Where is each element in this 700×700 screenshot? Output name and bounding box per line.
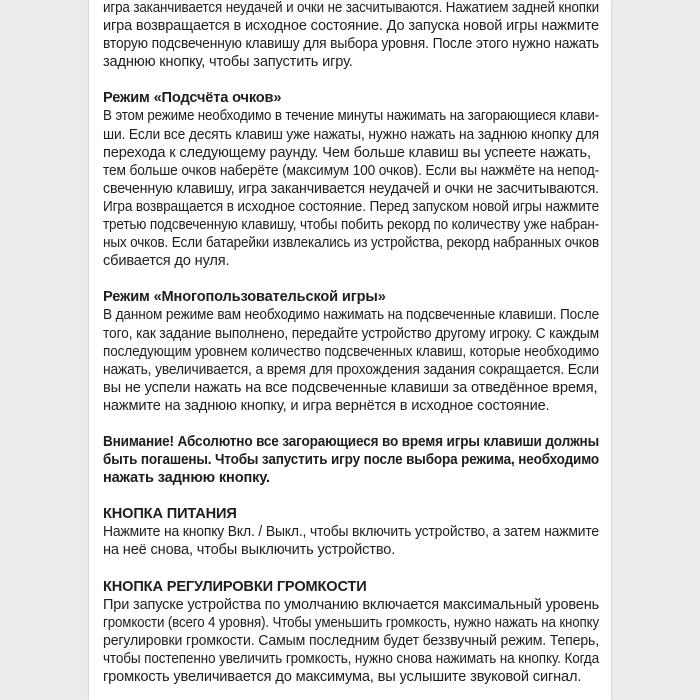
score-mode-line: перехода к следующему раунду. Чем больше клавиш вы успеете нажать, xyxy=(103,144,591,161)
multiplayer-mode-line: последующим уровнем количество подсвеченных клавиш, которые необходимо xyxy=(103,343,599,360)
volume-button-line: громкость увеличивается до максимума, вы услышите звуковой сигнал. xyxy=(103,669,582,685)
intro-line: вторую подсвеченную клавишу для выбора уровня. После этого нужно нажать xyxy=(103,36,599,53)
power-button-line: на неё снова, чтобы выключить устройство. xyxy=(103,542,396,559)
score-mode-line: третью подсвеченную клавишу, чтобы побить рекорд по количеству уже набран- xyxy=(103,217,599,234)
intro-section xyxy=(103,0,603,71)
power-button-line: Нажмите на кнопку Вкл. / Выкл., чтобы включить устройство, а затем нажмите xyxy=(103,524,599,541)
score-mode-line: Игра возвращается в исходное состояние. Перед запуском новой игры нажмите xyxy=(103,198,599,215)
section-gap xyxy=(103,415,603,433)
score-mode-line: ных очков. Если батарейки извлекались из устройства, рекорд набранных очков xyxy=(103,235,599,252)
intro-line: заднюю кнопку, чтобы запустить игру. xyxy=(103,54,353,71)
power-button-section xyxy=(103,505,603,559)
score-mode-line: ши. Если все десять клавиш уже нажаты, нужно нажать на заднюю кнопку для xyxy=(103,126,599,143)
score-mode-line: сбивается до нуля. xyxy=(103,253,230,270)
volume-button-section xyxy=(103,578,603,687)
section-gap xyxy=(103,487,603,505)
document-content xyxy=(103,0,603,686)
volume-button-line: громкости (всего 4 уровня). Чтобы уменьшить громкость, нужно нажать на кнопку xyxy=(103,614,599,631)
score-mode-heading: Режим «Подсчёта очков» xyxy=(103,90,282,107)
volume-button-line: При запуске устройства по умолчанию включается максимальный уровень xyxy=(103,596,599,613)
multiplayer-mode-line: нажать, увеличивается, а время для прохождения задания сокращается. Если xyxy=(103,361,599,378)
multiplayer-mode-line: вы не успели нажать на все подсвеченные клавиши за отведённое время, xyxy=(103,379,598,396)
document-page xyxy=(89,0,611,700)
score-mode-section xyxy=(103,89,603,270)
warning-line: быть погашены. Чтобы запустить игру после выбора режима, необходимо xyxy=(103,452,599,469)
multiplayer-mode-heading: Режим «Многопользовательской игры» xyxy=(103,289,386,306)
score-mode-line: свеченную клавишу, игра заканчивается неудачей и очки не засчитываются. xyxy=(103,180,599,197)
section-gap xyxy=(103,560,603,578)
multiplayer-mode-line: В данном режиме вам необходимо нажимать на подсвеченные клавиши. После xyxy=(103,307,599,324)
section-gap xyxy=(103,71,603,89)
multiplayer-mode-line: нажмите на заднюю кнопку, и игра вернётся в исходное состояние. xyxy=(103,397,550,414)
warning-line: Внимание! Абсолютно все загорающиеся во время игры клавиши должны xyxy=(103,433,599,450)
multiplayer-mode-section xyxy=(103,288,603,415)
volume-button-line: чтобы постепенно увеличить громкость, нужно снова нажимать на кнопку. Когда xyxy=(103,650,599,667)
section-gap xyxy=(103,270,603,288)
volume-button-line: регулировки громкости. Самым последним будет беззвучный режим. Теперь, xyxy=(103,632,599,649)
intro-line: игра заканчивается неудачей и очки не засчитываются. Нажатием задней кнопки xyxy=(103,0,599,16)
score-mode-line: В этом режиме необходимо в течение минуты нажимать на загорающиеся клави- xyxy=(103,108,599,125)
score-mode-line: тем больше очков наберёте (максимум 100 очков). Если вы нажмёте на непод- xyxy=(103,162,599,179)
multiplayer-mode-line: того, как задание выполнено, передайте устройство другому игроку. С каждым xyxy=(103,325,599,342)
warning-section xyxy=(103,433,603,487)
intro-line: игра возвращается в исходное состояние. До запуска новой игры нажмите xyxy=(103,18,599,35)
power-button-heading: КНОПКА ПИТАНИЯ xyxy=(103,506,237,523)
warning-line: нажать заднюю кнопку. xyxy=(103,470,270,487)
volume-button-heading: КНОПКА РЕГУЛИРОВКИ ГРОМКОСТИ xyxy=(103,578,367,595)
